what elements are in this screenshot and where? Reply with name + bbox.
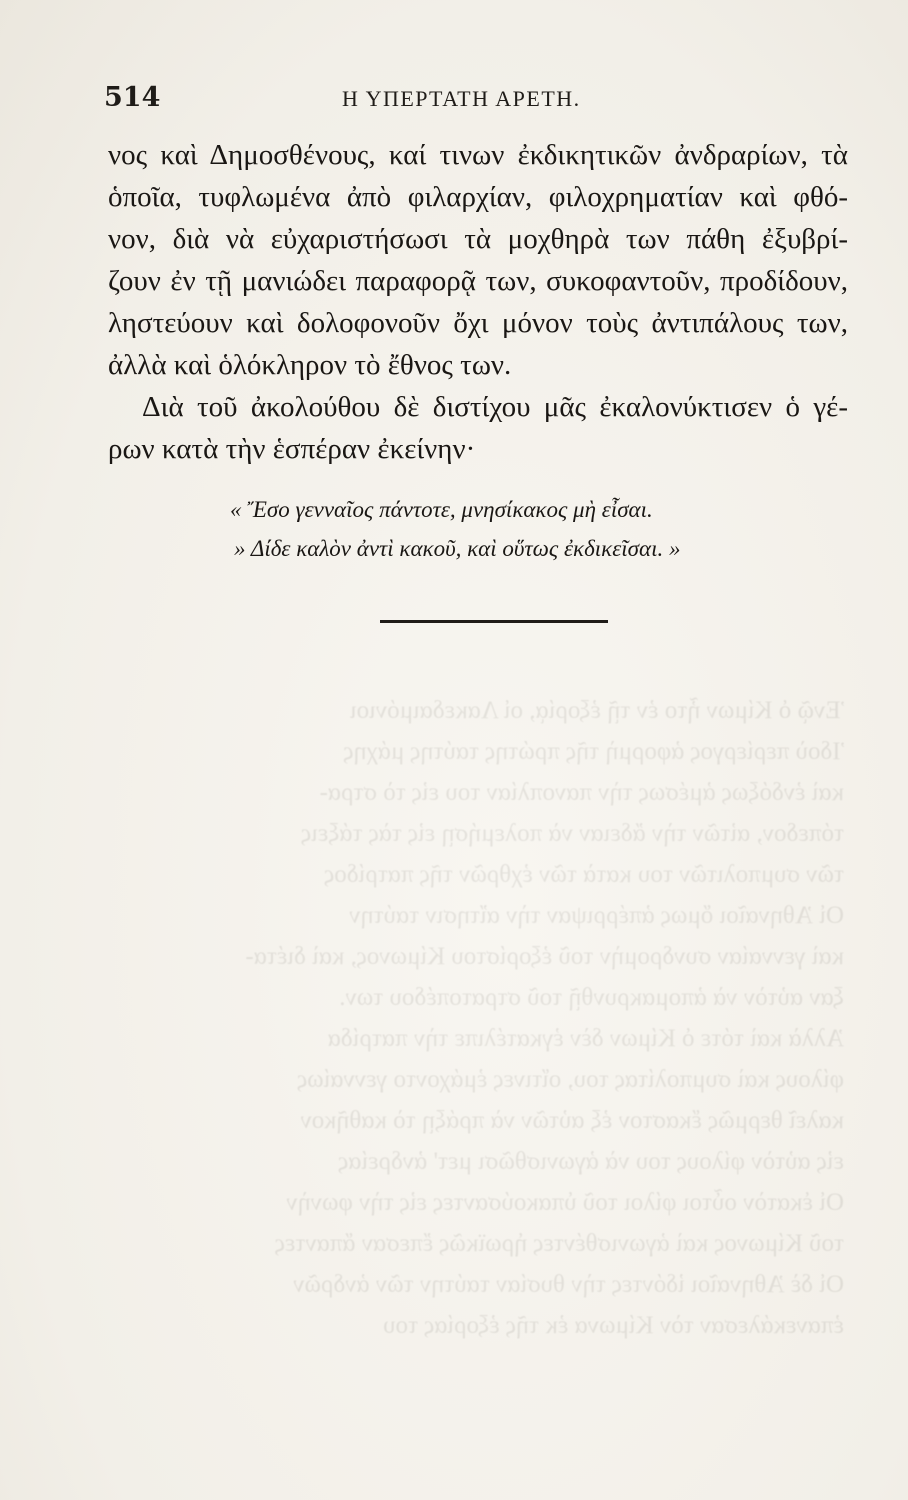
bleed-line: ἐπανεκάλεσαν τὸν Κίμωνα ἐκ τῆς ἐξορίας του bbox=[383, 1312, 844, 1339]
verse-line-2: » Δίδε καλὸν ἀντὶ κακοῦ, καὶ οὕτως ἐκδικεῖσαι. » bbox=[234, 536, 681, 561]
bleed-line: φίλους καὶ συμπολίτας του, οἵτινες ἐμάχοντο γενναίως bbox=[297, 1066, 844, 1093]
text-line: νος καὶ Δημοσθένους, καί τινων ἐκδικητικῶν ἀνδραρίων, τὰ bbox=[108, 139, 848, 171]
bleed-line: καὶ ἐνδόξως ἀμέσως τὴν πανοπλίαν του εἰς τὸ στρα- bbox=[319, 779, 844, 806]
bleed-line: Ἰδοὺ περίεργος ἀφορμὴ τῆς πρώτης ταύτης μάχης bbox=[343, 738, 844, 765]
section-divider bbox=[380, 620, 608, 623]
body-text bbox=[108, 134, 848, 470]
text-line: ληστεύουν καὶ δολοφονοῦν ὄχι μόνον τοὺς ἀντιπάλους των, bbox=[108, 307, 848, 339]
bleed-line: εἰς αὐτὸν φίλους του νὰ ἀγωνισθῶσι μετ' ἀνδρείας bbox=[338, 1148, 844, 1175]
bleed-line: Οἱ δὲ Ἀθηναῖοι ἰδόντες τὴν θυσίαν ταύτην τῶν ἀνδρῶν bbox=[293, 1271, 844, 1298]
text-line: ζουν ἐν τῇ μανιώδει παραφορᾷ των, συκοφαντοῦν, προδίδουν, bbox=[108, 265, 848, 297]
bleed-through-text bbox=[104, 690, 844, 1450]
running-head: Η ΥΠΕΡΤΑΤΗ ΑΡΕΤΗ. bbox=[342, 86, 581, 111]
bleed-line: καλεῖ θερμῶς ἕκαστον ἐξ αὐτῶν νὰ πράξῃ τὸ καθῆκον bbox=[300, 1107, 844, 1134]
text-line: ὁποῖα, τυφλωμένα ἀπὸ φιλαρχίαν, φιλοχρηματίαν καὶ φθό- bbox=[108, 181, 848, 213]
bleed-line: Ἀλλὰ καὶ τότε ὁ Κίμων δὲν ἐγκατέλιπε τὴν πατρίδα bbox=[327, 1025, 844, 1052]
text-line: Διὰ τοῦ ἀκολούθου δὲ διστίχου μᾶς ἐκαλονύκτισεν ὁ γέ- bbox=[142, 391, 848, 423]
bleed-line: ξαν αὐτὸν νὰ ἀπομακρυνθῇ τοῦ στρατοπέδου των. bbox=[339, 984, 844, 1011]
bleed-line: τῶν συμπολιτῶν του κατὰ τῶν ἐχθρῶν τῆς πατρίδος bbox=[324, 861, 844, 888]
page-number: 514 bbox=[104, 82, 161, 113]
bleed-line: Οἱ Ἀθηναῖοι ὅμως ἀπέρριψαν τὴν αἴτησιν ταύτην bbox=[349, 902, 844, 929]
bleed-line: Οἱ ἑκατὸν οὗτοι φίλοι τοῦ ὑπακούσαντες εἰς τὴν φωνὴν bbox=[286, 1189, 844, 1216]
text-line: νον, διὰ νὰ εὐχαριστήσωσι τὰ μοχθηρὰ των πάθη ἐξυβρί- bbox=[108, 223, 848, 255]
bleed-line: τόπεδον, αἰτῶν τὴν ἄδειαν νὰ πολεμήσῃ εἰς τὰς τάξεις bbox=[301, 820, 844, 847]
page-header bbox=[104, 82, 844, 122]
text-line: ἀλλὰ καὶ ὁλόκληρον τὸ ἔθνος των. bbox=[108, 349, 512, 381]
bleed-line: Ἐνῷ ὁ Κίμων ἦτο ἐν τῇ ἐξορίᾳ, οἱ Λακεδαιμόνιοι bbox=[349, 697, 844, 724]
text-line: ρων κατὰ τὴν ἑσπέραν ἐκείνην· bbox=[108, 433, 476, 465]
verse-line-1: « Ἔσο γενναῖος πάντοτε, μνησίκακος μὴ εἶσαι. bbox=[230, 497, 653, 522]
bleed-line: καὶ γενναίαν συνδρομὴν τοῦ ἐξορίστου Κίμωνος, καὶ διέτα- bbox=[245, 943, 844, 970]
bleed-line: τοῦ Κίμωνος καὶ ἀγωνισθέντες ἡρωϊκῶς ἔπεσαν ἅπαντες bbox=[274, 1230, 844, 1257]
